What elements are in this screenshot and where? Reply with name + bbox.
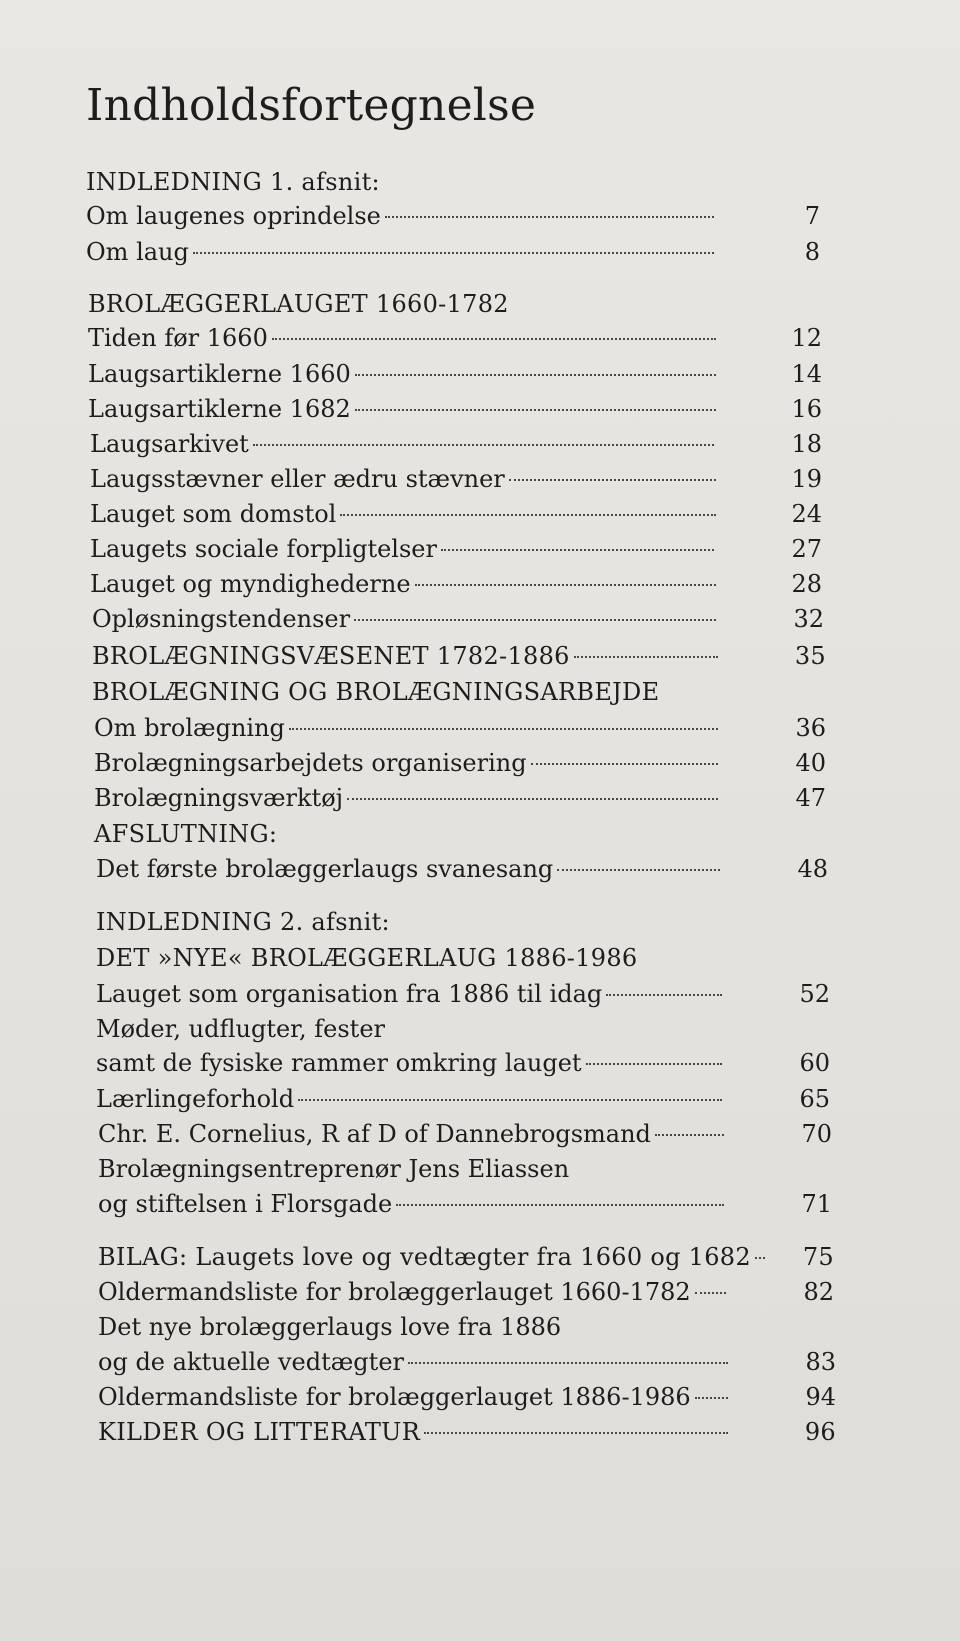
dot-leader	[385, 216, 714, 218]
toc-entry-page-number: 12	[791, 324, 822, 352]
toc-entry	[90, 500, 822, 534]
toc-entry-title: Oldermandsliste for brolæggerlauget 1660-1782	[98, 1278, 691, 1306]
toc-entry-page-number: 83	[805, 1348, 836, 1376]
toc-entry	[98, 1348, 836, 1382]
toc-entry	[96, 1015, 385, 1049]
toc-entry	[96, 908, 390, 942]
dot-leader	[509, 479, 716, 481]
toc-entry	[98, 1243, 834, 1277]
toc-entry-page-number: 35	[794, 642, 826, 670]
dot-leader	[193, 252, 714, 254]
toc-entry-page-number: 75	[802, 1243, 834, 1271]
toc-entry	[92, 642, 826, 676]
toc-entry	[96, 1049, 830, 1083]
toc-entry-title: Laugsartiklerne 1660	[88, 360, 351, 388]
toc-entry-title: og stiftelsen i Florsgade	[98, 1190, 393, 1218]
toc-entry-page-number: 27	[791, 535, 822, 563]
dot-leader	[408, 1362, 728, 1364]
toc-entry-title: BILAG: Laugets love og vedtægter fra 1660 og 1682	[98, 1243, 751, 1271]
toc-entry	[98, 1120, 832, 1154]
toc-entry-page-number: 18	[791, 430, 822, 458]
toc-entry-title: Laugets sociale forpligtelser	[90, 535, 437, 563]
toc-entry	[88, 395, 822, 429]
dot-leader	[755, 1257, 765, 1259]
toc-entry	[86, 238, 820, 272]
toc-entry-title: Tiden før 1660	[88, 324, 268, 352]
toc-entry-title: Lauget som organisation fra 1886 til idag	[96, 980, 603, 1008]
dot-leader	[396, 1204, 724, 1206]
toc-entry	[98, 1278, 834, 1312]
toc-entry-title: Laugsarkivet	[90, 430, 249, 458]
dot-leader	[424, 1432, 728, 1434]
toc-entry-title: Lærlingeforhold	[96, 1085, 295, 1113]
dot-leader	[289, 728, 718, 730]
toc-entry	[94, 749, 826, 783]
dot-leader	[272, 338, 716, 340]
toc-entry	[90, 430, 822, 464]
toc-entry	[96, 855, 828, 889]
toc-entry-title: Laugsstævner eller ædru stævner	[90, 465, 505, 493]
toc-entry-page-number: 8	[804, 238, 820, 266]
toc-entry	[90, 570, 822, 604]
dot-leader	[354, 619, 716, 621]
toc-entry-page-number: 36	[795, 714, 826, 742]
page-title: Indholdsfortegnelse	[86, 80, 537, 131]
dot-leader	[574, 656, 718, 658]
toc-entry-page-number: 28	[791, 570, 822, 598]
dot-leader	[340, 514, 716, 516]
toc-entry-page-number: 52	[799, 980, 830, 1008]
toc-entry-title: Brolægningsentreprenør Jens Eliassen	[98, 1155, 570, 1183]
toc-entry	[90, 535, 822, 569]
dot-leader	[695, 1397, 728, 1399]
dot-leader	[606, 994, 722, 996]
dot-leader	[347, 798, 718, 800]
toc-entry-title: INDLEDNING 1. afsnit:	[86, 168, 380, 196]
toc-entry	[98, 1155, 569, 1189]
toc-entry-page-number: 70	[801, 1120, 832, 1148]
toc-entry-page-number: 47	[795, 784, 826, 812]
dot-leader	[415, 584, 716, 586]
toc-entry	[86, 202, 820, 236]
dot-leader	[557, 869, 720, 871]
toc-entry-page-number: 40	[795, 749, 826, 777]
toc-entry-title: Lauget som domstol	[90, 500, 337, 528]
toc-entry	[88, 360, 822, 394]
dot-leader	[441, 549, 714, 551]
dot-leader	[253, 444, 714, 446]
toc-entry-title: KILDER OG LITTERATUR	[98, 1418, 421, 1446]
toc-entry-page-number: 48	[797, 855, 828, 883]
toc-entry-page-number: 7	[804, 202, 820, 230]
toc-entry-title: og de aktuelle vedtægter	[98, 1348, 404, 1376]
toc-entry	[98, 1383, 836, 1417]
toc-entry-title: Laugsartiklerne 1682	[88, 395, 351, 423]
dot-leader	[695, 1292, 726, 1294]
dot-leader	[355, 409, 716, 411]
toc-entry	[86, 168, 380, 202]
toc-entry-title: Brolægningsarbejdets organisering	[94, 749, 527, 777]
toc-entry-page-number: 71	[801, 1190, 832, 1218]
toc-entry	[92, 605, 824, 639]
toc-entry-page-number: 65	[799, 1085, 830, 1113]
toc-entry	[98, 1418, 836, 1452]
toc-entry	[88, 290, 509, 324]
toc-entry	[92, 678, 659, 712]
toc-entry-title: Oldermandsliste for brolæggerlauget 1886-1986	[98, 1383, 691, 1411]
toc-entry-title: AFSLUTNING:	[94, 820, 278, 848]
toc-entry-title: BROLÆGGERLAUGET 1660-1782	[88, 290, 509, 318]
toc-entry	[88, 324, 822, 358]
toc-entry-title: Om brolægning	[94, 714, 285, 742]
toc-entry-title: Om laugenes oprindelse	[86, 202, 381, 230]
toc-entry-title: Møder, udflugter, fester	[96, 1015, 385, 1043]
toc-entry-title: Om laug	[86, 238, 189, 266]
toc-entry	[94, 784, 826, 818]
toc-entry-page-number: 24	[791, 500, 822, 528]
dot-leader	[298, 1099, 722, 1101]
toc-entry-title: Det første brolæggerlaugs svanesang	[96, 855, 554, 883]
toc-entry-page-number: 94	[805, 1383, 836, 1411]
toc-entry-page-number: 96	[804, 1418, 836, 1446]
toc-entry-page-number: 19	[791, 465, 822, 493]
toc-entry	[90, 465, 822, 499]
toc-entry-page-number: 60	[799, 1049, 830, 1077]
toc-entry-title: Brolægningsværktøj	[94, 784, 344, 812]
toc-entry-page-number: 14	[791, 360, 822, 388]
toc-entry-title: Lauget og myndighederne	[90, 570, 411, 598]
toc-entry	[98, 1313, 561, 1347]
toc-entry-title: BROLÆGNING OG BROLÆGNINGSARBEJDE	[92, 678, 660, 706]
toc-entry	[94, 714, 826, 748]
toc-entry-title: Det nye brolæggerlaugs love fra 1886	[98, 1313, 562, 1341]
toc-entry-title: BROLÆGNINGSVÆSENET 1782-1886	[92, 642, 570, 670]
toc-entry-title: INDLEDNING 2. afsnit:	[96, 908, 390, 936]
dot-leader	[355, 374, 716, 376]
toc-entry	[98, 1190, 832, 1224]
toc-entry	[96, 944, 638, 978]
dot-leader	[586, 1063, 722, 1065]
dot-leader	[655, 1134, 724, 1136]
toc-entry-title: DET »NYE« BROLÆGGERLAUG 1886-1986	[96, 944, 638, 972]
dot-leader	[531, 763, 718, 765]
toc-entry-title: Chr. E. Cornelius, R af D of Dannebrogsmand	[98, 1120, 651, 1148]
toc-entry-page-number: 82	[803, 1278, 834, 1306]
toc-entry-title: samt de fysiske rammer omkring lauget	[96, 1049, 582, 1077]
toc-entry	[96, 1085, 830, 1119]
toc-entry	[96, 980, 830, 1014]
toc-entry-page-number: 32	[793, 605, 824, 633]
toc-entry	[94, 820, 277, 854]
toc-entry-title: Opløsningstendenser	[92, 605, 351, 633]
toc-entry-page-number: 16	[791, 395, 822, 423]
